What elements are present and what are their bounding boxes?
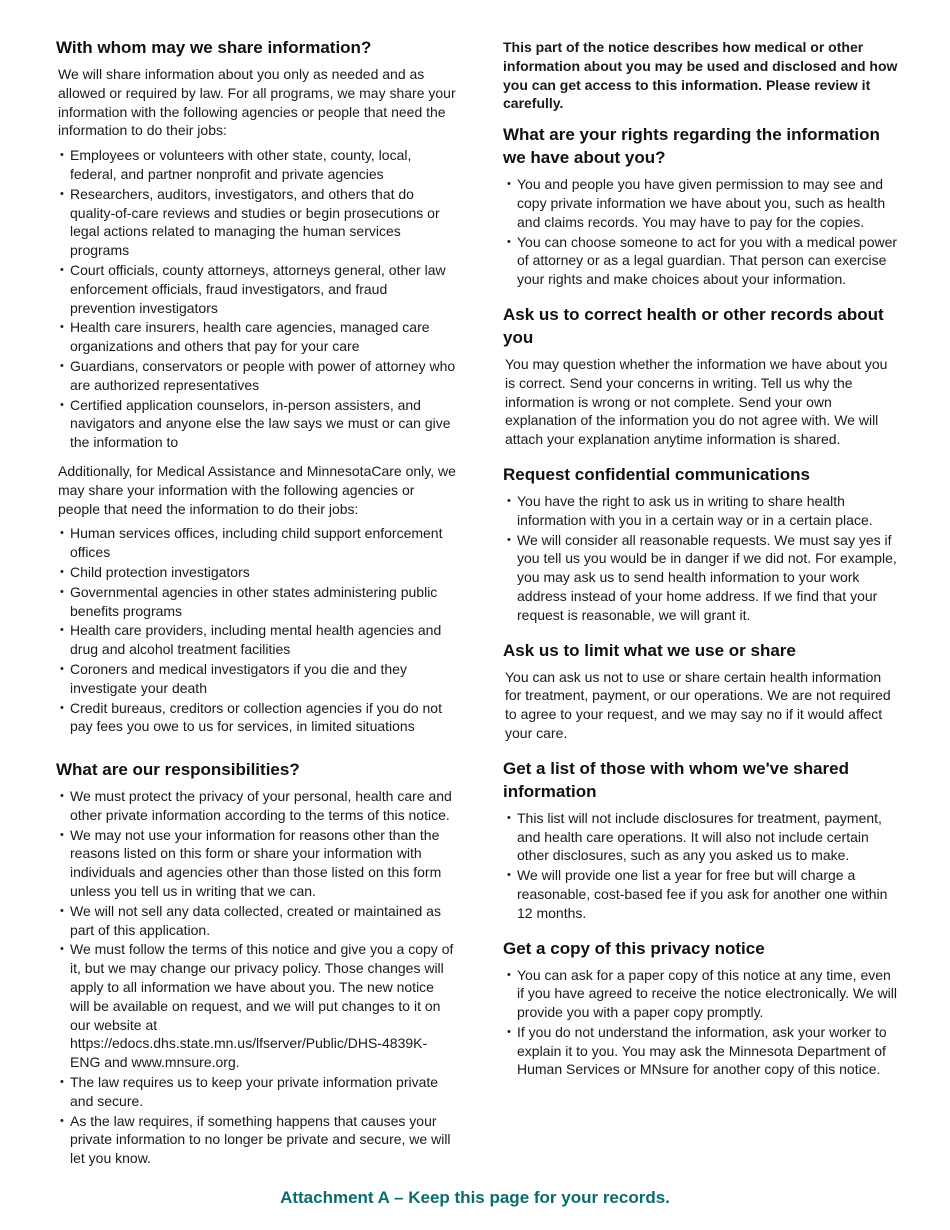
list-item: • Guardians, conservators or people with power of attorney who are authorized representatives — [58, 357, 456, 395]
list-item: • Coroners and medical investigators if you die and they investigate your death — [58, 660, 456, 698]
rights-list — [505, 175, 898, 289]
confidential-section — [503, 463, 898, 625]
list-item: • Researchers, auditors, investigators, and others that do quality-of-care reviews and studies or begin prosecutions or legal actions related to managing the human services programs — [58, 185, 456, 260]
right-column — [503, 38, 898, 1093]
list-item: • Court officials, county attorneys, attorneys general, other law enforcement officials, fraud investigators, and fraud prevention investigators — [58, 261, 456, 317]
shared-list — [505, 809, 898, 923]
list-item: • This list will not include disclosures for treatment, payment, and health care operations. It will also not include certain other disclosures, such as any you asked us to make. — [505, 809, 898, 865]
limit-section — [503, 639, 898, 743]
share-list — [58, 146, 456, 452]
list-item: • The law requires us to keep your private information private and secure. — [58, 1073, 456, 1111]
list-item: • Health care providers, including mental health agencies and drug and alcohol treatment facilities — [58, 621, 456, 659]
list-item: • Certified application counselors, in-person assisters, and navigators and anyone else the law says we must or can give the information to — [58, 396, 456, 452]
list-item: • You and people you have given permission to may see and copy private information we have about you, such as health and claims records. You may have to pay for the copies. — [505, 175, 898, 231]
list-item: • We will consider all reasonable requests. We must say yes if you tell us you would be in danger if we did not. For example, you may ask us to send health information to your work address instead of your home address. If we find that your request is reasonable, we will grant it. — [505, 531, 898, 625]
list-item: • We must protect the privacy of your personal, health care and other private information according to the terms of this notice. — [58, 787, 456, 825]
rights-heading: What are your rights regarding the information we have about you? — [503, 125, 880, 168]
copy-heading: Get a copy of this privacy notice — [503, 938, 765, 958]
list-item: • Health care insurers, health care agencies, managed care organizations and others that pay for your care — [58, 318, 456, 356]
list-item: • Credit bureaus, creditors or collection agencies if you do not pay fees you owe to us for services, in limited situations — [58, 699, 456, 737]
list-item: • You have the right to ask us in writing to share health information with you in a certain way or in a certain place. — [505, 492, 898, 530]
left-column — [56, 36, 456, 1182]
correct-section — [503, 303, 898, 449]
confidential-list — [505, 492, 898, 625]
share-additional: Additionally, for Medical Assistance and MinnesotaCare only, we may share your information with the following agencies or people that need the information to do their jobs: — [58, 462, 456, 517]
share-section — [56, 36, 456, 736]
list-item: • If you do not understand the information, ask your worker to explain it to you. You may ask the Minnesota Department of Human Services or MNsure for another copy of this notice. — [505, 1023, 898, 1079]
list-item: • Governmental agencies in other states administering public benefits programs — [58, 583, 456, 621]
list-item: • We will provide one list a year for free but will charge a reasonable, cost-based fee if you ask for another one within 12 months. — [505, 866, 898, 922]
list-item: • We must follow the terms of this notice and give you a copy of it, but we may change our privacy policy. Those changes will apply to all information we have about you. The new notice will be available on request, and we will put changes to it on our website at https://edocs.dhs.state.mn.us/lfserver/Public/DHS-4839K-ENG and www.mnsure.org. — [58, 940, 456, 1072]
list-item: • Child protection investigators — [58, 563, 456, 582]
responsibilities-section — [56, 758, 456, 1168]
page-footer: Attachment A – Keep this page for your records. — [280, 1188, 670, 1207]
list-item: • You can ask for a paper copy of this notice at any time, even if you have agreed to receive the notice electronically. We will provide you with a paper copy promptly. — [505, 966, 898, 1022]
share-additional-list — [58, 524, 456, 736]
list-item: • Employees or volunteers with other state, county, local, federal, and partner nonprofit and private agencies — [58, 146, 456, 184]
share-intro: We will share information about you only as needed and as allowed or required by law. For all programs, we may share your information with the following agencies or people that need the information to do their jobs: — [58, 66, 456, 139]
list-item: • We will not sell any data collected, created or maintained as part of this application. — [58, 902, 456, 940]
responsibilities-list — [58, 787, 456, 1168]
list-item: • You can choose someone to act for you with a medical power of attorney or as a legal guardian. That person can exercise your rights and make choices about your information. — [505, 233, 898, 289]
correct-text: You may question whether the information we have about you is correct. Send your concerns in writing. Tell us why the information is wrong or not complete. Send your own explanation of the information you do not agree with. We will attach your explanation anytime information is shared. — [505, 355, 888, 448]
list-item: • We may not use your information for reasons other than the reasons listed on this form or share your information with individuals and agencies other than those listed on this form unless you tell us in writing that we can. — [58, 826, 456, 901]
shared-list-section — [503, 757, 898, 923]
list-item: • Human services offices, including child support enforcement offices — [58, 524, 456, 562]
copy-list — [505, 966, 898, 1080]
share-heading: With whom may we share information? — [56, 38, 372, 57]
limit-heading: Ask us to limit what we use or share — [503, 640, 796, 660]
confidential-heading: Request confidential communications — [503, 464, 810, 484]
responsibilities-heading: What are our responsibilities? — [56, 760, 300, 780]
list-item: • As the law requires, if something happens that causes your private information to no longer be private and secure, we will let you know. — [58, 1112, 456, 1168]
rights-section — [503, 123, 898, 289]
copy-section — [503, 937, 898, 1080]
limit-text: You can ask us not to use or share certain health information for treatment, payment, or our operations. We are not required to agree to your request, and we may say no if it would affect your care. — [505, 668, 891, 741]
shared-list-heading: Get a list of those with whom we've shared information — [503, 758, 850, 801]
notice-intro: This part of the notice describes how medical or other information about you may be used and disclosed and how you can get access to this information. Please review it carefully. — [503, 39, 898, 112]
correct-heading: Ask us to correct health or other records about you — [503, 304, 884, 347]
